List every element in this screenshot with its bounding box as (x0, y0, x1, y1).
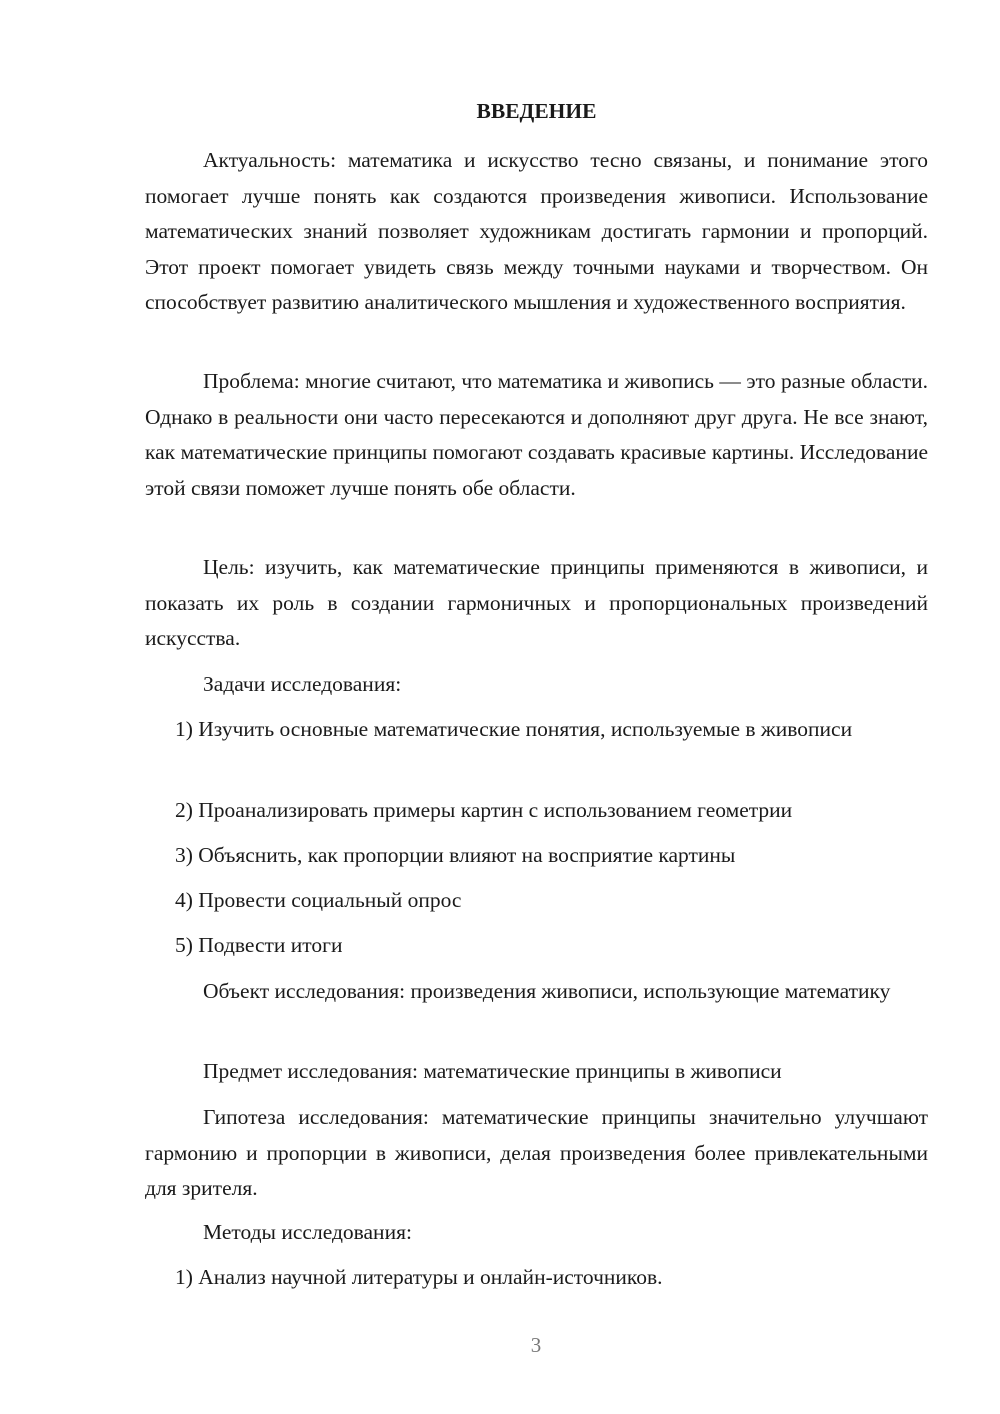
goal-paragraph: Цель: изучить, как математические принципы применяются в живописи, и показать их роль в создании гармоничных и пропорциональных произведений искусства. (145, 555, 928, 650)
method-item-1: 1) Анализ научной литературы и онлайн-источников. (175, 1265, 663, 1289)
task-item-3: 3) Объяснить, как пропорции влияют на восприятие картины (175, 843, 736, 867)
task-item-4: 4) Провести социальный опрос (175, 888, 462, 912)
hypothesis-paragraph: Гипотеза исследования: математические принципы значительно улучшают гармонию и пропорции в живописи, делая произведения более привлекательными для зрителя. (145, 1105, 928, 1200)
tasks-heading: Задачи исследования: (203, 672, 402, 696)
page-number: 3 (530, 1333, 542, 1357)
subject-paragraph: Предмет исследования: математические принципы в живописи (203, 1059, 782, 1083)
methods-heading: Методы исследования: (203, 1220, 412, 1244)
task-item-1: 1) Изучить основные математические понятия, используемые в живописи (175, 717, 853, 741)
task-item-5: 5) Подвести итоги (175, 933, 343, 957)
problem-paragraph: Проблема: многие считают, что математика и живопись — это разные области. Однако в реальности они часто пересекаются и дополняют друг друга. Не все знают, как математические принципы помогают создавать красивые картины. Исследование этой связи поможет лучше понять обе области. (145, 369, 928, 500)
section-heading: ВВЕДЕНИЕ (476, 99, 597, 123)
relevance-paragraph: Актуальность: математика и искусство тесно связаны, и понимание этого помогает лучше понять как создаются произведения живописи. Использование математических знаний позволяет художникам достигать гармонии и пропорций. Этот проект помогает увидеть связь между точными науками и творчеством. Он способствует развитию аналитического мышления и художественного восприятия. (145, 148, 928, 314)
task-item-2: 2) Проанализировать примеры картин с использованием геометрии (175, 798, 793, 822)
object-paragraph: Объект исследования: произведения живописи, использующие математику (203, 979, 891, 1003)
